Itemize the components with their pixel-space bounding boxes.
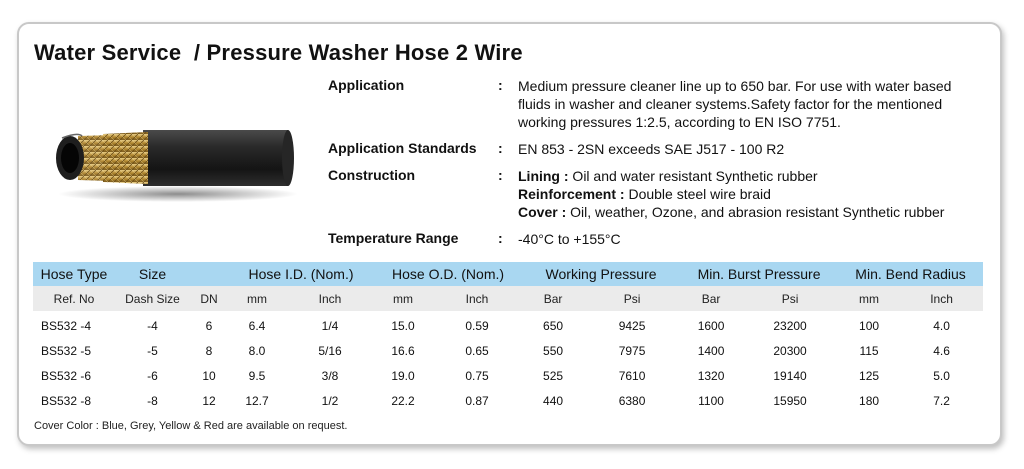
table-cell: 22.2 [391, 393, 415, 408]
spec-label: Application [328, 77, 405, 93]
table-row [33, 311, 983, 338]
table-cell: BS532 -6 [41, 368, 92, 383]
table-cell: 10 [202, 368, 216, 383]
table-cell: 180 [859, 393, 880, 408]
table-cell: 19140 [773, 368, 807, 383]
table-cell: 525 [543, 368, 564, 383]
table-cell: -6 [147, 368, 158, 383]
spec-label: Temperature Range [328, 230, 459, 246]
table-row [33, 388, 983, 413]
spec-label: Construction [328, 167, 416, 183]
table-cell: 12.7 [245, 393, 269, 408]
table-cell: 4.6 [933, 343, 950, 358]
table-cell: 1/4 [321, 318, 339, 333]
table-cell: 1600 [697, 318, 725, 333]
table-cell: 7610 [618, 368, 646, 383]
table-cell: 0.59 [465, 318, 489, 333]
spec-value: Medium pressure cleaner line up to 650 bar. For use with water based fluids in washer and cleaner systems.Safety factor for the mentioned working pressures 1:2.5, according to EN ISO 7751. [518, 78, 952, 130]
table-cell: 1320 [697, 368, 725, 383]
table-cell: 440 [543, 393, 564, 408]
table-cell: 1100 [698, 393, 724, 408]
spec-value: -40°C to +155°C [518, 231, 621, 247]
table-cell: -8 [147, 393, 158, 408]
subheader-cell: mm [228, 286, 286, 311]
table-cell: 9.5 [248, 368, 266, 383]
subheader-cell: Inch [286, 286, 374, 311]
table-cell: 650 [543, 318, 564, 333]
table-cell: 16.6 [391, 343, 415, 358]
header-cell: Min. Burst Pressure [680, 262, 838, 286]
subheader-cell: Bar [522, 286, 584, 311]
table-cell: 1/2 [321, 393, 339, 408]
header-cell: Working Pressure [522, 262, 680, 286]
spec-value: EN 853 - 2SN exceeds SAE J517 - 100 R2 [518, 141, 785, 157]
header-cell: Hose Type [33, 262, 115, 286]
table-cell: 19.0 [391, 368, 415, 383]
table-cell: BS532 -8 [41, 393, 92, 408]
table-cell: 115 [859, 343, 879, 358]
subheader-cell: DN [190, 286, 228, 311]
table-cell: 4.0 [933, 318, 950, 333]
table-cell: 12 [202, 393, 216, 408]
table-cell: 20300 [773, 343, 807, 358]
table-cell: 6.4 [248, 318, 266, 333]
spec-label: Application Standards [328, 140, 477, 156]
subheader-cell: Psi [742, 286, 838, 311]
subheader-cell: mm [374, 286, 432, 311]
subheader-cell: mm [838, 286, 900, 311]
table-cell: 100 [859, 318, 880, 333]
subheader-cell: Bar [680, 286, 742, 311]
table-row [33, 338, 983, 363]
table-cell: BS532 -4 [41, 318, 92, 333]
table-cell: 23200 [773, 318, 807, 333]
header-cell: Hose I.D. (Nom.) [228, 262, 374, 286]
header-cell: Hose O.D. (Nom.) [374, 262, 522, 286]
hose-illustration [48, 122, 298, 212]
spec-value: Lining : Oil and water resistant Synthetic rubber Reinforcement : Double steel wire braid Cover : Oil, weather, Ozone, and abrasion resistant Synthetic rubber [518, 168, 945, 220]
spec-table [33, 262, 983, 413]
table-cell: 5/16 [318, 343, 342, 358]
table-cell: 8.0 [248, 343, 266, 358]
table-cell: 9425 [618, 318, 646, 333]
page-title: Water Service / Pressure Washer Hose 2 Wire [34, 40, 523, 65]
table-cell: 125 [859, 368, 880, 383]
table-cell: 7.2 [933, 393, 950, 408]
table-cell: 7975 [618, 343, 646, 358]
table-cell: -5 [147, 343, 158, 358]
table-sub-header-row [33, 286, 983, 311]
table-cell: 0.87 [465, 393, 489, 408]
table-cell: 15.0 [391, 318, 415, 333]
table-cell: 6 [205, 318, 213, 333]
subheader-cell: Psi [584, 286, 680, 311]
cover-color-note: Cover Color : Blue, Grey, Yellow & Red are available on request. [34, 420, 348, 432]
table-cell: BS532 -5 [41, 343, 92, 358]
table-cell: 550 [543, 343, 564, 358]
subheader-cell: Inch [432, 286, 522, 311]
header-cell: Min. Bend Radius [838, 262, 983, 286]
table-cell: -4 [147, 318, 158, 333]
table-cell: 0.65 [465, 343, 489, 358]
table-row [33, 363, 983, 388]
table-cell: 6380 [618, 393, 646, 408]
table-group-header-row [33, 262, 983, 286]
table-cell: 0.75 [465, 368, 489, 383]
header-cell: Size [115, 262, 190, 286]
subheader-cell: Inch [900, 286, 983, 311]
table-cell: 1400 [697, 343, 725, 358]
subheader-cell: Dash Size [115, 286, 190, 311]
table-cell: 8 [205, 343, 213, 358]
table-cell: 3/8 [321, 368, 339, 383]
table-cell: 5.0 [933, 368, 950, 383]
subheader-cell: Ref. No [33, 286, 115, 311]
table-cell: 15950 [773, 393, 807, 408]
